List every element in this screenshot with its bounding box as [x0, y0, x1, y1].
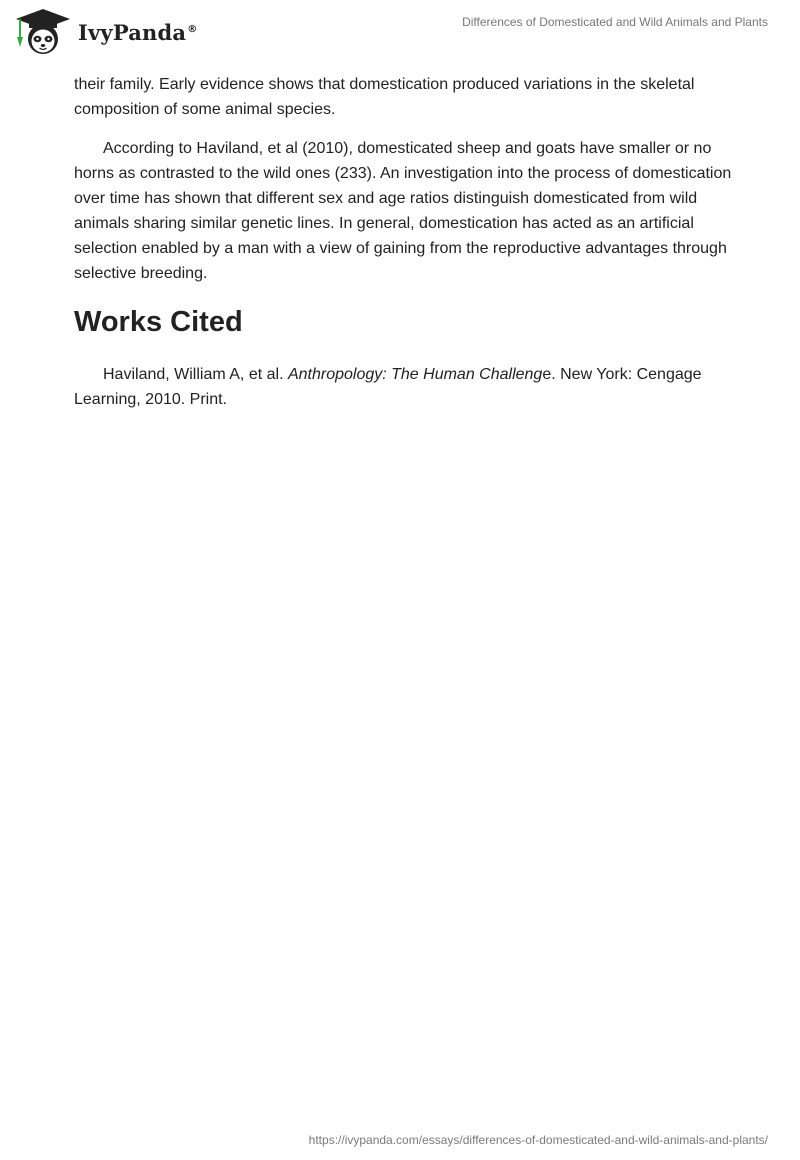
- source-url[interactable]: https://ivypanda.com/essays/differences-of-domesticated-and-wild-animals-and-plants/: [308, 1133, 768, 1147]
- citation-publisher: e. New York: Cengage Learning, 2010. Print.: [74, 366, 702, 408]
- registered-mark: ®: [187, 23, 198, 35]
- citation-title: Anthropology: The Human Challeng: [287, 366, 543, 383]
- document-title: Differences of Domesticated and Wild Animals and Plants: [462, 15, 768, 29]
- essay-content: [74, 72, 734, 412]
- paragraph-2: According to Haviland, et al (2010), domesticated sheep and goats have smaller or no horns as contrasted to the wild ones (233). An investigation into the process of domestication over time has shown that different sex and age ratios distinguish domesticated from wild animals sharing similar genetic lines. In general, domestication has acted as an artificial selection enabled by a man with a view of gaining from the reproductive advantages through selective breeding.: [74, 140, 732, 282]
- works-cited-heading: Works Cited: [74, 306, 243, 338]
- brand-logo[interactable]: [14, 7, 197, 57]
- page-header: [0, 0, 800, 62]
- brand-name-text: IvyPanda: [78, 19, 187, 45]
- citation-authors: Haviland, William A, et al.: [103, 366, 288, 383]
- brand-name: [78, 20, 197, 45]
- panda-graduation-cap-icon: [14, 7, 72, 57]
- paragraph-continued: their family. Early evidence shows that domestication produced variations in the skeletal composition of some animal species.: [74, 76, 695, 118]
- citation-entry: [74, 362, 734, 412]
